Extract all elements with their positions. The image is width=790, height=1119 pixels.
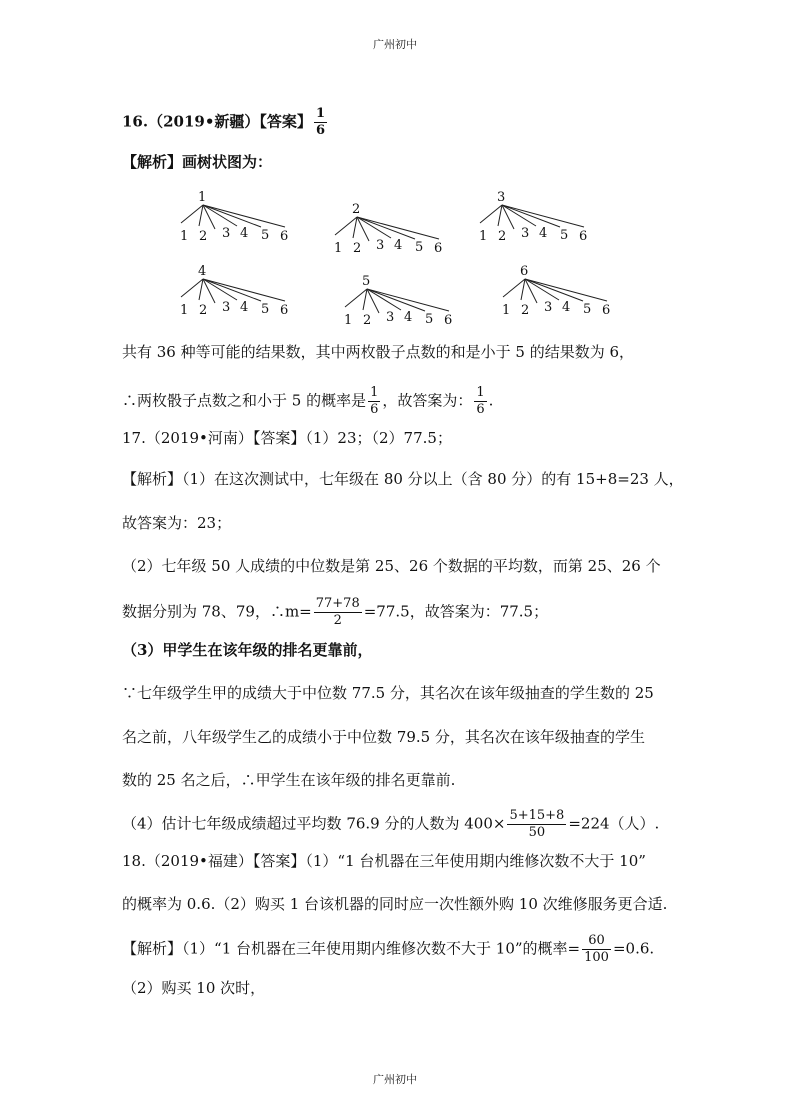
tree-leaf-label: 6 bbox=[444, 313, 453, 328]
tree-diagram-3 bbox=[475, 188, 605, 258]
q18-answer-line-2: 的概率为 0.6.（2）购买 1 台该机器的同时应一次性额外购 10 次维修服务更合适. bbox=[122, 895, 668, 913]
tree-branch bbox=[367, 289, 449, 311]
tree-leaf-label: 4 bbox=[562, 300, 571, 315]
tree-leaf-label: 1 bbox=[334, 241, 343, 256]
tree-leaf-label: 4 bbox=[240, 300, 249, 315]
tree-diagram-1 bbox=[176, 188, 306, 258]
tree-leaf-label: 5 bbox=[261, 302, 270, 317]
page-footer: 广州初中 bbox=[373, 1073, 417, 1086]
q18-probability-fraction bbox=[582, 933, 611, 966]
tree-root-label: 3 bbox=[497, 190, 506, 205]
q16-label: 16.（2019•新疆）【答案】 bbox=[122, 112, 312, 131]
tree-leaf-label: 1 bbox=[344, 313, 353, 328]
q18-analysis-1 bbox=[122, 933, 654, 966]
tree-branch bbox=[525, 279, 583, 301]
tree-leaf-label: 4 bbox=[394, 238, 403, 253]
q16-analysis: 【解析】画树状图为： bbox=[122, 153, 273, 171]
q17-p7: 名之前，八年级学生乙的成绩小于中位数 79.5 分，其名次在该年级抽查的学生 bbox=[122, 728, 645, 746]
tree-leaf-label: 2 bbox=[199, 303, 208, 318]
q17-p4-text: 数据分别为 78、79，∴m= bbox=[122, 602, 312, 621]
tree-branch bbox=[502, 205, 560, 227]
tree-leaf-label: 2 bbox=[363, 313, 372, 328]
period: . bbox=[488, 391, 494, 410]
tree-root-label: 6 bbox=[520, 264, 529, 279]
q16-explanation-1: 共有 36 种等可能的结果数，其中两枚骰子点数的和是小于 5 的结果数为 6， bbox=[122, 343, 635, 361]
tree-leaf-label: 3 bbox=[521, 226, 530, 241]
tree-branch bbox=[357, 217, 439, 239]
answer-fraction bbox=[474, 385, 486, 418]
tree-leaf-label: 5 bbox=[425, 312, 434, 327]
tree-root-label: 4 bbox=[198, 264, 207, 279]
q16-answer-line bbox=[122, 106, 329, 139]
q17-p8: 数的 25 名之后，∴甲学生在该年级的排名更靠前. bbox=[122, 771, 456, 789]
tree-root-label: 5 bbox=[362, 274, 371, 289]
tree-diagram-4 bbox=[176, 262, 306, 332]
tree-branch bbox=[203, 279, 261, 301]
estimate-fraction bbox=[507, 808, 566, 841]
fraction-numerator: 1 bbox=[370, 385, 379, 400]
tree-leaf-label: 5 bbox=[261, 228, 270, 243]
q16-explanation-2 bbox=[122, 385, 493, 418]
probability-fraction bbox=[368, 385, 380, 418]
tree-leaf-label: 1 bbox=[180, 229, 189, 244]
q17-p9-result: =224（人）. bbox=[568, 814, 660, 833]
tree-leaf-label: 3 bbox=[386, 310, 395, 325]
q17-p2: 故答案为：23； bbox=[122, 514, 232, 532]
q17-p3: （2）七年级 50 人成绩的中位数是第 25、26 个数据的平均数，而第 25、26 个 bbox=[122, 557, 661, 575]
tree-leaf-label: 1 bbox=[479, 229, 488, 244]
fraction-numerator: 1 bbox=[315, 106, 325, 121]
tree-diagram-2 bbox=[330, 200, 460, 270]
tree-diagram-6 bbox=[498, 262, 628, 332]
median-fraction bbox=[314, 596, 362, 629]
q18-analysis-result: =0.6. bbox=[612, 939, 655, 958]
q17-p4 bbox=[122, 596, 548, 629]
q17-answer-line: 17.（2019•河南）【答案】（1）23；（2）77.5； bbox=[122, 429, 452, 447]
tree-leaf-label: 6 bbox=[280, 229, 289, 244]
q17-p1: 【解析】（1）在这次测试中，七年级在 80 分以上（含 80 分）的有 15+8=23 人， bbox=[122, 470, 684, 488]
tree-leaf-label: 6 bbox=[602, 303, 611, 318]
tree-leaf-label: 3 bbox=[222, 300, 231, 315]
fraction-denominator: 6 bbox=[315, 123, 325, 138]
tree-leaf-label: 3 bbox=[544, 300, 553, 315]
q17-p4-result: =77.5，故答案为：77.5； bbox=[363, 602, 549, 621]
fraction-numerator: 1 bbox=[476, 385, 485, 400]
tree-leaf-label: 5 bbox=[560, 228, 569, 243]
tree-branch bbox=[203, 279, 285, 301]
tree-branch bbox=[502, 205, 584, 227]
q16-answer-fraction bbox=[314, 106, 327, 139]
tree-leaf-label: 4 bbox=[539, 226, 548, 241]
tree-leaf-label: 5 bbox=[583, 302, 592, 317]
tree-leaf-label: 1 bbox=[180, 303, 189, 318]
q16-prob-text: ∴两枚骰子点数之和小于 5 的概率是 bbox=[122, 391, 367, 410]
q17-p6: ∵七年级学生甲的成绩大于中位数 77.5 分，其名次在该年级抽查的学生数的 25 bbox=[122, 684, 654, 702]
tree-leaf-label: 5 bbox=[415, 240, 424, 255]
tree-leaf-label: 6 bbox=[579, 229, 588, 244]
fraction-numerator: 77+78 bbox=[315, 596, 360, 611]
fraction-denominator: 6 bbox=[476, 402, 485, 417]
tree-branch bbox=[203, 205, 285, 227]
fraction-numerator: 60 bbox=[582, 933, 611, 950]
tree-branch bbox=[525, 279, 607, 301]
tree-leaf-label: 2 bbox=[199, 229, 208, 244]
q18-analysis-text: 【解析】（1）“1 台机器在三年使用期内维修次数不大于 10”的概率= bbox=[122, 939, 581, 958]
q17-p5: （3）甲学生在该年级的排名更靠前， bbox=[122, 641, 373, 659]
tree-root-label: 2 bbox=[352, 202, 361, 217]
q16-answer-text: ，故答案为： bbox=[382, 391, 473, 410]
tree-leaf-label: 4 bbox=[240, 226, 249, 241]
page-header: 广州初中 bbox=[373, 38, 417, 51]
tree-branch bbox=[357, 217, 415, 239]
fraction-numerator: 5+15+8 bbox=[509, 808, 565, 823]
tree-leaf-label: 2 bbox=[521, 303, 530, 318]
q17-p9-text: （4）估计七年级成绩超过平均数 76.9 分的人数为 400× bbox=[122, 814, 506, 833]
fraction-denominator: 6 bbox=[370, 402, 379, 417]
tree-branch bbox=[203, 205, 261, 227]
tree-diagram-5 bbox=[340, 272, 470, 342]
tree-leaf-label: 2 bbox=[498, 229, 507, 244]
fraction-denominator: 50 bbox=[528, 825, 546, 840]
tree-leaf-label: 2 bbox=[353, 241, 362, 256]
fraction-denominator: 2 bbox=[333, 613, 342, 628]
tree-leaf-label: 4 bbox=[404, 310, 413, 325]
q17-p9 bbox=[122, 808, 659, 841]
tree-leaf-label: 3 bbox=[222, 226, 231, 241]
q18-answer-line-1: 18.（2019•福建）【答案】（1）“1 台机器在三年使用期内维修次数不大于 10” bbox=[122, 852, 646, 870]
tree-leaf-label: 3 bbox=[376, 238, 385, 253]
tree-leaf-label: 1 bbox=[502, 303, 511, 318]
tree-leaf-label: 6 bbox=[280, 303, 289, 318]
tree-leaf-label: 6 bbox=[434, 241, 443, 256]
tree-root-label: 1 bbox=[198, 190, 207, 205]
q18-analysis-2: （2）购买 10 次时， bbox=[122, 979, 266, 997]
tree-branch bbox=[367, 289, 425, 311]
fraction-denominator: 100 bbox=[584, 950, 609, 965]
